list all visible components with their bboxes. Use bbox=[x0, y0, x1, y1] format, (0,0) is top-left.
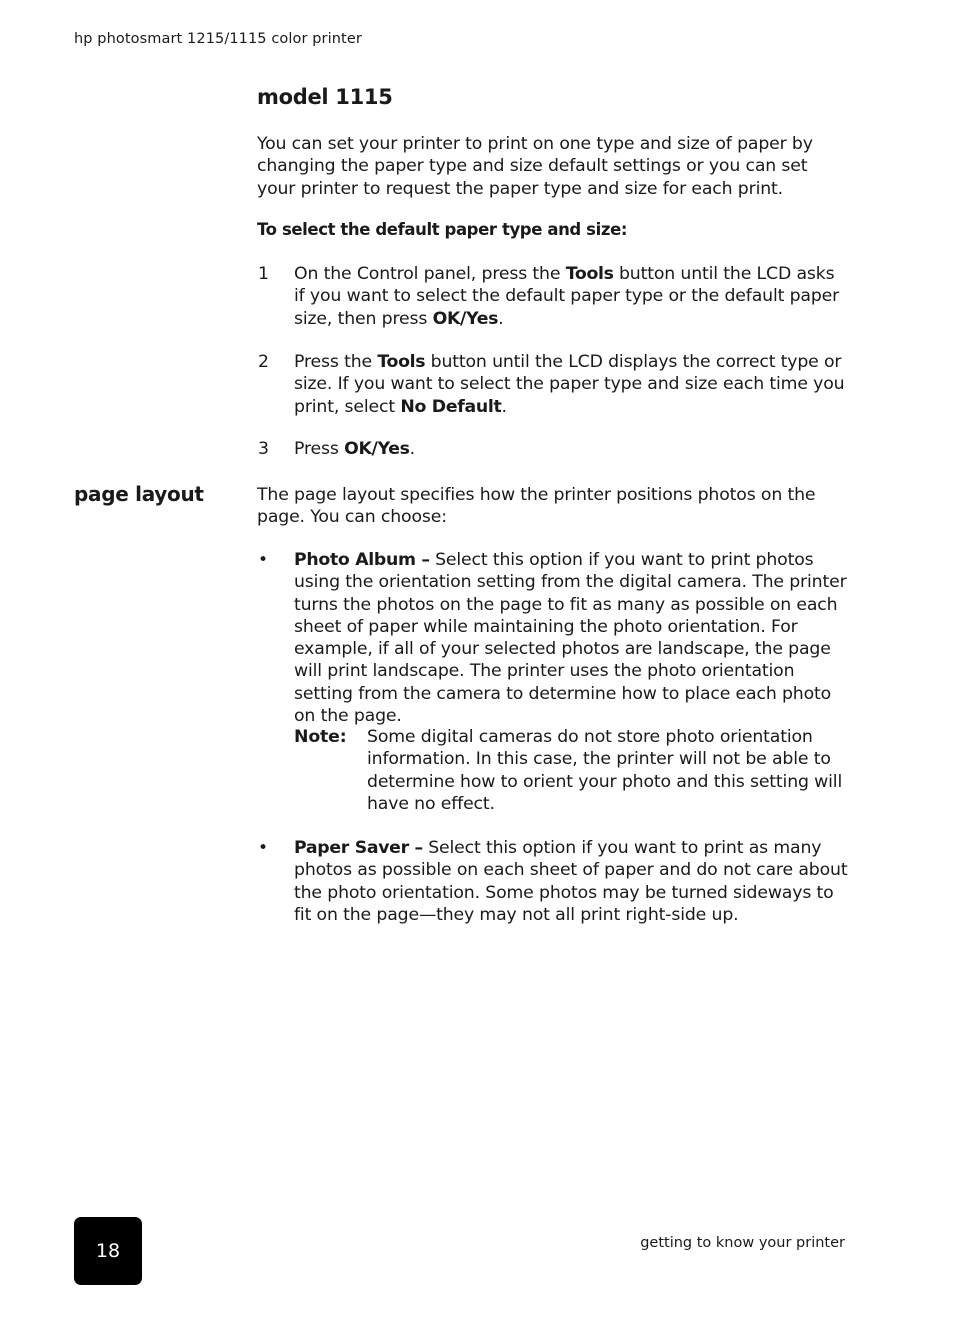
step-text: Press OK/Yes. bbox=[294, 439, 415, 459]
option-photo-album: Photo Album – Select this option if you want to print photos using the orientation setting from the digital camera. The printer turns the photos on the page to fit as many as possible on each sheet of paper while maintaining the photo orientation. For example, if all of your selected photos are landscape, the page will print landscape. The printer uses the photo orientation setting from the camera to determine how to place each photo on the page. bbox=[294, 550, 847, 727]
step-text: Press the Tools button until the LCD displays the correct type or size. If you want to select the paper type and size each time you print, select No Default. bbox=[294, 352, 845, 417]
note-label: Note: bbox=[294, 727, 347, 747]
section-heading-page-layout: page layout bbox=[74, 482, 204, 506]
procedure-heading: To select the default paper type and size: bbox=[257, 220, 628, 239]
step-number: 3 bbox=[258, 439, 269, 459]
step-number: 2 bbox=[258, 352, 269, 372]
bullet-icon: • bbox=[258, 838, 268, 858]
running-footer: getting to know your printer bbox=[640, 1235, 845, 1251]
bullet-icon: • bbox=[258, 550, 268, 570]
step-text: On the Control panel, press the Tools button until the LCD asks if you want to select the default paper type or the default paper size, then press OK/Yes. bbox=[294, 264, 840, 329]
page-layout-intro-paragraph: The page layout specifies how the printer positions photos on the page. You can choose: bbox=[257, 485, 816, 528]
model-intro-paragraph: You can set your printer to print on one type and size of paper by changing the paper type and size default settings or you can set your printer to request the paper type and size for each print. bbox=[257, 134, 813, 199]
option-paper-saver: Paper Saver – Select this option if you want to print as many photos as possible on each sheet of paper and do not care about the photo orientation. Some photos may be turned sideways to fit on the page—they may not all print right-side up. bbox=[294, 838, 848, 925]
running-header: hp photosmart 1215/1115 color printer bbox=[74, 31, 362, 47]
page-number: 18 bbox=[95, 1240, 121, 1262]
step-number: 1 bbox=[258, 264, 269, 284]
note-text: Some digital cameras do not store photo orientation information. In this case, the printer will not be able to determine how to orient your photo and this setting will have no effect. bbox=[367, 727, 843, 814]
section-heading-model-1115: model 1115 bbox=[257, 85, 393, 109]
